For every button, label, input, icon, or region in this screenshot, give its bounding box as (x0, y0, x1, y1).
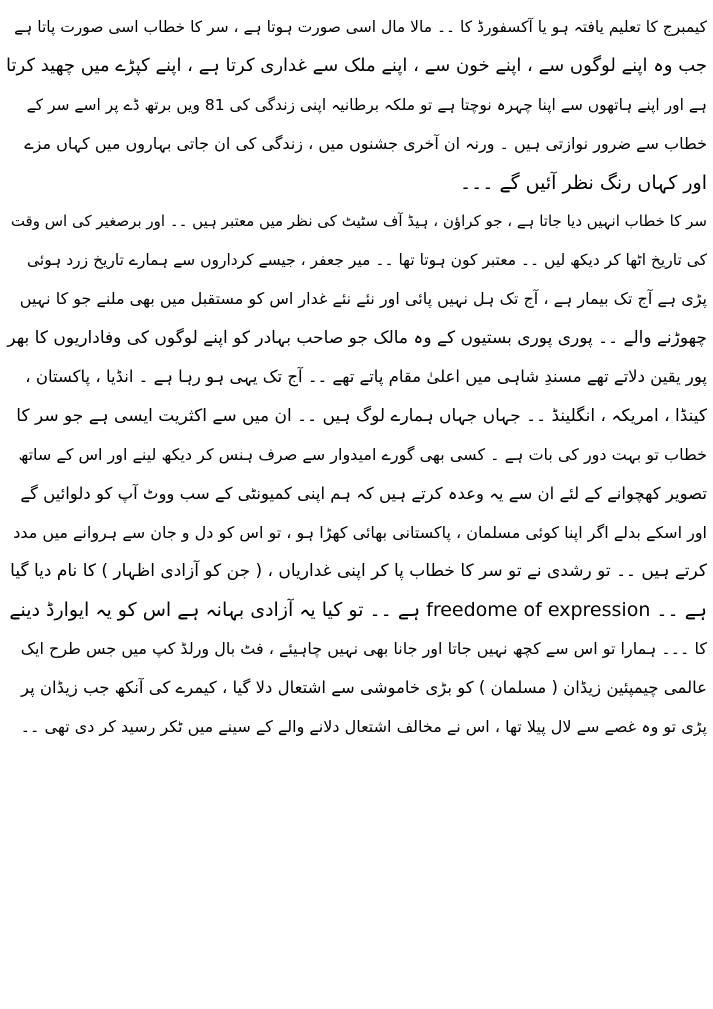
text-line: پڑی ہے آج تک بیمار ہے ، آج تک ہل نہیں پائی اور نئے نئے غدار اس کو مستقبل میں بھی ملنے جو کا نہیں (19, 289, 707, 309)
text-line: جب وہ اپنے لوگوں سے ، اپنے خون سے ، اپنے ملک سے غداری کرتا ہے ، اپنے کپڑے میں چھید کرتا (6, 54, 707, 76)
text-line: کیمبرج کا تعلیم یافتہ ہو یا آکسفورڈ کا ۔۔ مالا مال اسی صورت ہوتا ہے ، سر کا خطاب اسی صورت پاتا ہے (14, 18, 707, 36)
text-line: پڑی تو وہ غصے سے لال پیلا تھا ، اس نے مخالف اشتعال دلانے والے کے سینے میں ٹکر رسید کر دی تھی ۔۔ (20, 717, 707, 737)
text-line: ہے ۔۔ freedome of expression ہے ۔۔ تو کیا یہ آزادی بہانہ ہے اس کو یہ ایوارڈ دینے (9, 599, 707, 622)
text-line: سر کا خطاب انہیں دیا جاتا ہے ، جو کراؤن ، ہیڈ آف سٹیٹ کی نظر میں معتبر ہیں ۔۔ اور برصغیر کی اس وقت (10, 212, 707, 231)
text-line: پور یقین دلاتے تھے مسندِ شاہی میں اعلیٰ مقام پاتے تھے ۔۔ آج تک یہی ہو رہا ہے ۔ انڈیا ، پاکستان ، (25, 367, 707, 387)
text-line: ہے اور اپنے ہاتھوں سے اپنا چہرہ نوچتا ہے تو ملکہ برطانیہ اپنی زندگی کی 81 ویں برتھ ڈے پر اسے سر کے (26, 95, 707, 114)
text-line: اور اسکے بدلے اگر اپنا کوئی مسلمان ، پاکستانی بھائی کھڑا ہو ، تو اس کو دل و جان سے ہروانے میں مدد (13, 522, 707, 542)
text-line: چھوڑنے والے ۔۔ پوری پوری بستیوں کے وہ مالک جو صاحب بہادر کو اپنے لوگوں کی وفاداریوں کا بھر (7, 328, 707, 349)
text-line: کینڈا ، امریکہ ، انگلینڈ ۔۔ جہاں جہاں ہمارے لوگ ہیں ۔۔ ان میں سے اکثریت ایسی ہے جو سر کا (16, 405, 707, 426)
text-line: تصویر کھچوانے کے لئے ان سے یہ وعدہ کرتے ہیں کہ ہم اپنی کمیونٹی کے سب ووٹ آپ کو دلوائیں گے (20, 483, 707, 503)
text-line: کرتے ہیں ۔۔ تو رشدی نے تو سر کا خطاب پا کر اپنی غداریاں ، ( جن کو آزادی اظہار ) کا نام دیا گیا (10, 561, 707, 582)
text-line: خطاب تو بہت دور کی بات ہے ۔ کسی بھی گورے امیدوار سے صرف ہنس کر دیکھ لینے اور اس کے ساتھ (18, 444, 707, 464)
text-line: کی تاریخ اٹھا کر دیکھ لیں ۔۔ معتبر کون ہوتا تھا ۔۔ میر جعفر ، جیسے کرداروں سے ہمارے تاریخ زرد ہوئی (27, 251, 707, 270)
text-line: کا ۔۔۔ ہمارا تو اس سے کچھ نہیں جاتا اور جانا بھی نہیں چاہیئے ، فٹ بال ورلڈ کپ میں جس طرح ایک (20, 639, 707, 659)
text-line: اور کہاں رنگ نظر آئیں گے ۔۔۔ (460, 171, 707, 194)
text-line: عالمی چیمپئین زیڈان ( مسلمان ) کو بڑی خاموشی سے اشتعال دلا گیا ، کیمرے کی آنکھ جب زیڈان پر (20, 678, 707, 698)
text-line: خطاب سے ضرور نوازتی ہیں ۔ ورنہ ان آخری جشنوں میں ، زندگی کی ان جاتی بہاروں میں کہاں مزے (24, 133, 707, 153)
